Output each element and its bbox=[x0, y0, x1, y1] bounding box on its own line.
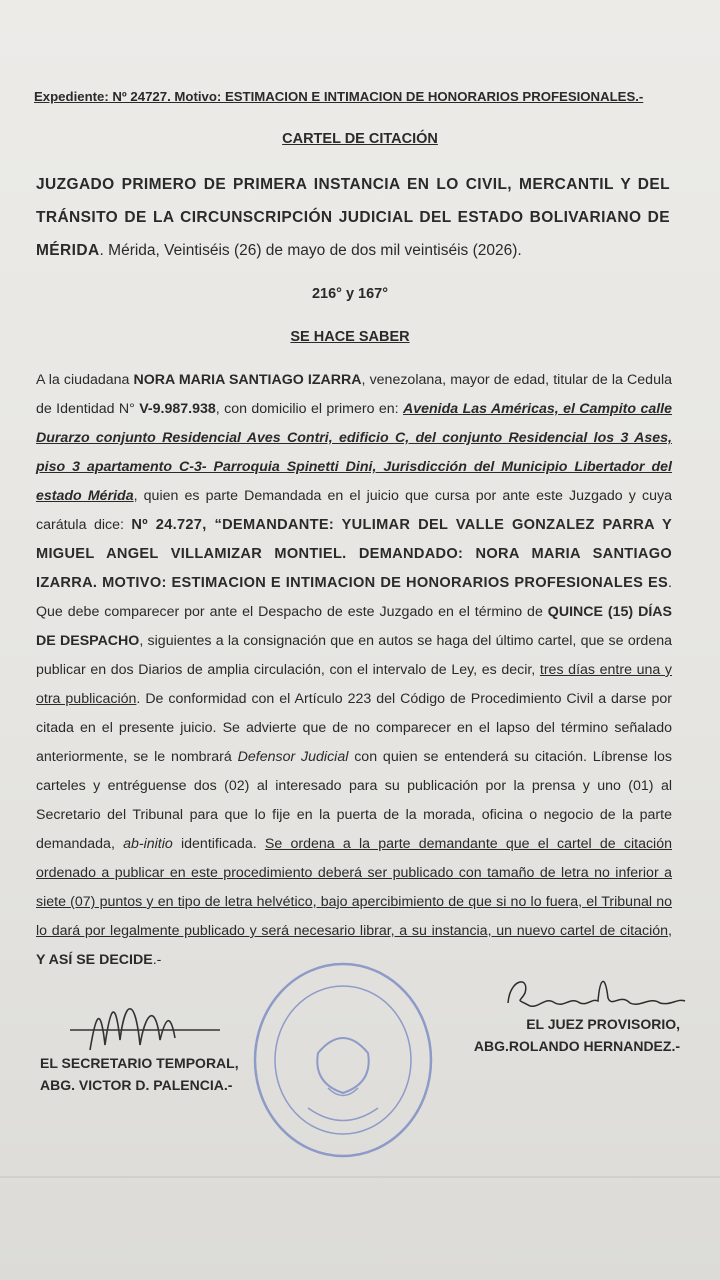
se-hace-saber-heading: SE HACE SABER bbox=[290, 329, 410, 345]
caratula: Nº 24.727, “DEMANDANTE: YULIMAR DEL VALLE GONZALEZ PARRA Y MIGUEL ANGEL VILLAMIZAR MONTIEL. DEMANDADO: NORA MARIA SANTIAGO IZARRA. MOTIVO: ESTIMACION E INTIMACION DE HONORARIOS PROFESIONALES ES bbox=[36, 517, 672, 591]
cedula-number: V-9.987.938 bbox=[139, 401, 216, 417]
domicilio-address: Avenida Las Américas, el Campito calle Durarzo conjunto Residencial Aves Contri, edificio C, del conjunto Residencial los 3 Ases, piso 3 apartamento C-3- Parroquia Spinetti Dini, Jurisdicción del Municipio Libertador del estado Mérida bbox=[36, 401, 673, 504]
court-seal-stamp bbox=[248, 958, 438, 1163]
body-text-11: .- bbox=[152, 952, 162, 968]
body-text-8: con quien se entenderá su citación. Líbrense los carteles y entréguense dos (02) al interesado para su publicación por la prensa y uno (01) al Secretario del Tribunal para que lo fije en la puerta de la morada, oficina o negocio de la parte demandada, bbox=[36, 749, 672, 852]
body-text-7: . De conformidad con el Artículo 223 del Código de Procedimiento Civil a darse por citada en el presente juicio. Se advierte que de no comparecer en el lapso del término señalado anteriormente, se le nombrará bbox=[36, 691, 673, 765]
court-heading bbox=[36, 168, 670, 267]
secretario-name: ABG. VICTOR D. PALENCIA.- bbox=[40, 1077, 233, 1093]
document-title: CARTEL DE CITACIÓN bbox=[282, 131, 438, 147]
juez-name: ABG.ROLANDO HERNANDEZ.- bbox=[473, 1038, 680, 1054]
folios-line: 216° y 167° bbox=[311, 286, 389, 302]
body-text-1: A la ciudadana bbox=[36, 372, 134, 388]
plazo: QUINCE (15) DÍAS DE DESPACHO bbox=[36, 604, 673, 649]
decision: Y ASÍ SE DECIDE bbox=[36, 952, 153, 968]
secretario-title: EL SECRETARIO TEMPORAL, bbox=[40, 1055, 239, 1071]
paper-fold bbox=[0, 1176, 720, 1178]
body-text-9: identificada. bbox=[172, 836, 265, 852]
court-name: JUZGADO PRIMERO DE PRIMERA INSTANCIA EN LO CIVIL, MERCANTIL Y DEL TRÁNSITO DE LA CIRCUNSCRIPCIÓN JUDICIAL DEL ESTADO BOLIVARIANO DE MÉRIDA bbox=[36, 176, 670, 259]
body-paragraph bbox=[36, 366, 672, 975]
secretario-signature bbox=[60, 990, 230, 1060]
expediente-line: Expediente: Nº 24727. Motivo: ESTIMACION E INTIMACION DE HONORARIOS PROFESIONALES.- bbox=[34, 89, 644, 104]
juez-signature bbox=[500, 968, 690, 1018]
secretario-block bbox=[40, 1052, 239, 1096]
juez-block bbox=[455, 1013, 680, 1057]
orden-publicacion: Se ordena a la parte demandante que el cartel de citación ordenado a publicar en este procedimiento deberá ser publicado con tamaño de letra no inferior a siete (07) puntos y en tipo de letra helvético, bajo apercibimiento de que si no lo fuera, el Tribunal no lo dará por legalmente publicado y será necesario librar, a su instancia, un nuevo cartel de citación bbox=[36, 836, 672, 939]
body-text-10: , bbox=[668, 923, 672, 939]
body-text-5: . Que debe comparecer por ante el Despacho de este Juzgado en el término de bbox=[36, 575, 672, 620]
body-text-3: , con domicilio el primero en: bbox=[215, 401, 403, 417]
court-date-line: . Mérida, Veintiséis (26) de mayo de dos mil veintiséis (2026). bbox=[99, 242, 522, 259]
ab-initio: ab-initio bbox=[123, 836, 173, 852]
body-text-2: , venezolana, mayor de edad, titular de la Cedula de Identidad N° bbox=[36, 372, 673, 417]
demandada-name: NORA MARIA SANTIAGO IZARRA bbox=[133, 372, 362, 388]
body-text-6: , siguientes a la consignación que en autos se haga del último cartel, que se ordena publicar en dos Diarios de amplia circulación, con el intervalo de Ley, es decir, bbox=[36, 633, 672, 678]
juez-title: EL JUEZ PROVISORIO, bbox=[526, 1016, 680, 1032]
defensor-judicial: Defensor Judicial bbox=[237, 749, 349, 765]
intervalo-publicacion: tres días entre una y otra publicación bbox=[36, 662, 672, 707]
body-text-4: , quien es parte Demandada en el juicio que cursa por ante este Juzgado y cuya carátula dice: bbox=[36, 488, 672, 533]
